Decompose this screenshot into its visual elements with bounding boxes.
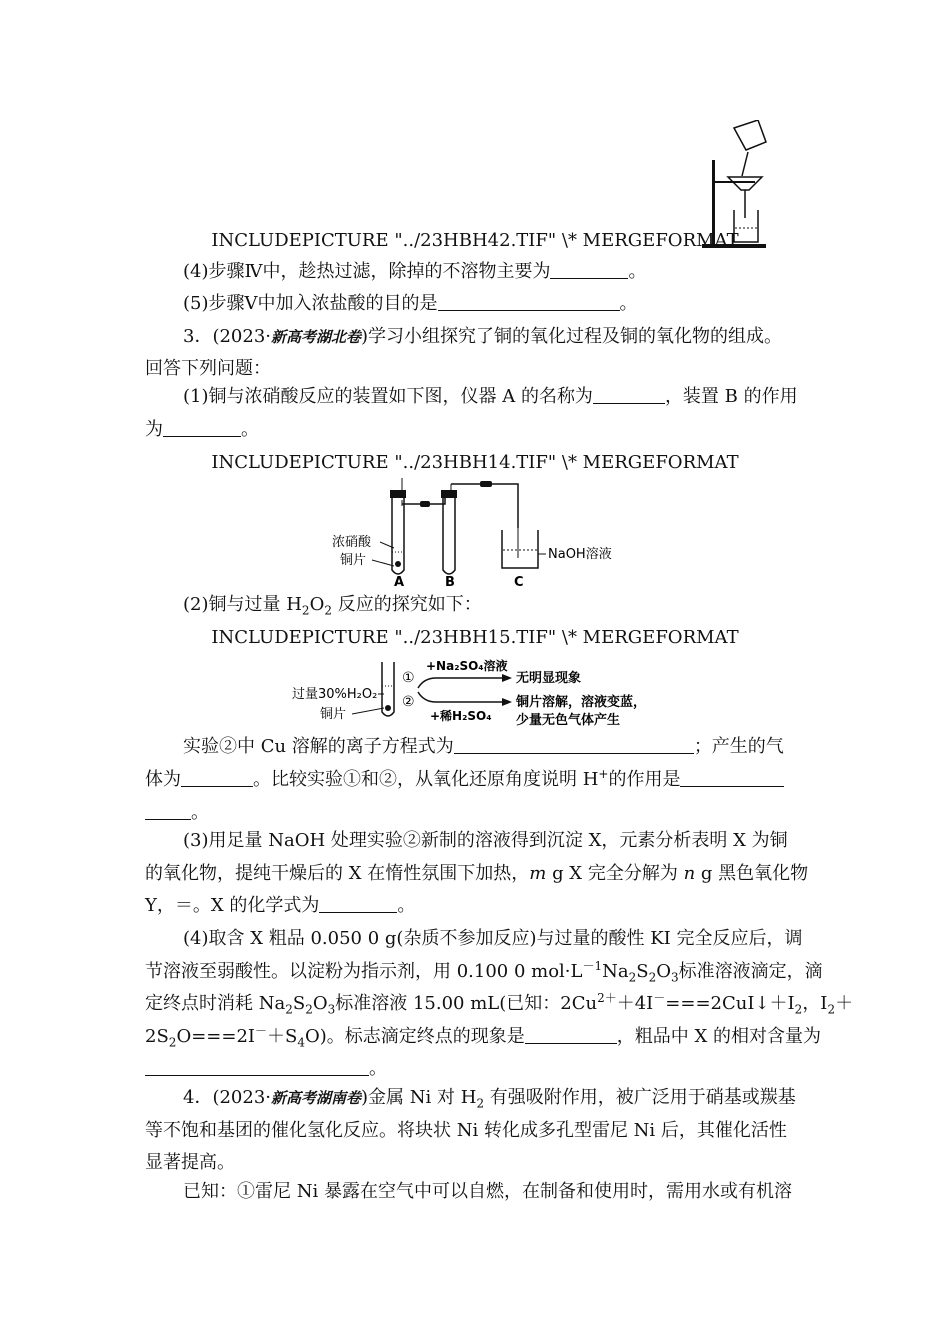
fig-top-include: INCLUDEPICTURE "../23HBH42.TIF" \* MERGEFORMAT	[211, 230, 739, 251]
fig2-result2b: 少量无色气体产生	[516, 713, 621, 728]
fig1-label-cu: 铜片	[340, 553, 367, 568]
q3-part1-line2: 为 。	[145, 419, 259, 440]
h2o2-experiment-figure	[290, 652, 670, 732]
q3-part3-line1: (3)用足量 NaOH 处理实验②新制的溶液得到沉淀 X，元素分析表明 X 为铜	[183, 830, 788, 851]
q3-part4-line3: 定终点时消耗 $Na_2S_2O_3$标准溶液 15.00 mL(已知：$2Cu^{2+}+4I^-===2CuI↓+I_2$，$I_2+$	[145, 991, 854, 1017]
q4-stem-line3: 显著提高。	[145, 1152, 235, 1173]
q4-known: 已知：①雷尼 Ni 暴露在空气中可以自燃，在制备和使用时，需用水或有机溶	[183, 1181, 792, 1202]
nitric-acid-apparatus-figure	[330, 478, 660, 593]
q4-stem: 4．(2023·新高考湖南卷)金属 Ni 对 $H_2$ 有强吸附作用，被广泛用于硝基或羰基	[183, 1087, 796, 1111]
answer-blank[interactable]	[525, 1025, 617, 1044]
fig1-label-c: C	[514, 575, 524, 590]
q3-exp-line2: 体为 。比较实验①和②，从氧化还原角度说明 H+的作用是	[145, 768, 810, 792]
answer-blank[interactable]	[438, 292, 620, 311]
fig2-result2a: 铜片溶解，溶液变蓝，	[516, 695, 647, 710]
q3-stem: 3．(2023·新高考湖北卷)学习小组探究了铜的氧化过程及铜的氧化物的组成。	[183, 326, 783, 347]
fig2-add1: +Na₂SO₄溶液	[426, 659, 508, 673]
fig2-result1: 无明显现象	[516, 671, 582, 686]
fig2-cu: 铜片	[320, 707, 347, 722]
fig2-add2: +稀H₂SO₄	[430, 709, 492, 723]
q3-part3-line2: 的氧化物，提纯干燥后的 X 在惰性氛围下加热，m g X 完全分解为 n g 黑色氧化物	[145, 863, 809, 884]
answer-blank[interactable]	[163, 418, 241, 437]
answer-blank[interactable]	[593, 385, 665, 404]
fig2-include: INCLUDEPICTURE "../23HBH15.TIF" \* MERGEFORMAT	[211, 627, 739, 648]
fig2-reagent: 过量30%H₂O₂	[292, 687, 378, 702]
q3-part1: (1)铜与浓硝酸反应的装置如下图，仪器 A 的名称为 ，装置 B 的作用	[183, 386, 798, 407]
fig2-circle1: ①	[402, 670, 415, 686]
q3-part4-line2: 节溶液至弱酸性。以淀粉为指示剂，用 0.100 0 $mol\cdot L^{-1}Na_2S_2O_3$标准溶液滴定，滴	[145, 959, 823, 985]
fig2-circle2: ②	[402, 694, 415, 710]
answer-blank[interactable]	[550, 260, 628, 279]
fig1-include: INCLUDEPICTURE "../23HBH14.TIF" \* MERGEFORMAT	[211, 452, 739, 473]
q3-part4-line1: (4)取含 X 粗品 0.050 0 g(杂质不参加反应)与过量的酸性 KI 完全反应后，调	[183, 928, 803, 949]
q3-exp-line3: 。	[145, 801, 810, 825]
fig1-label-b: B	[445, 575, 455, 590]
fig1-label-acid: 浓硝酸	[332, 535, 372, 550]
answer-blank[interactable]	[319, 894, 397, 913]
q4-stem-line2: 等不饱和基团的催化氢化反应。将块状 Ni 转化成多孔型雷尼 Ni 后，其催化活性	[145, 1120, 787, 1141]
q3-exp-line1: 实验②中 Cu 溶解的离子方程式为 ；产生的气	[183, 736, 784, 757]
fig1-label-a: A	[394, 575, 405, 590]
answer-blank[interactable]	[145, 1057, 369, 1076]
q3-stem-line2: 回答下列问题：	[145, 358, 271, 379]
q3-part2: (2)铜与过量 $H_2O_2$ 反应的探究如下：	[183, 594, 482, 618]
answer-blank[interactable]	[181, 768, 253, 787]
q2-part4: (4)步骤Ⅳ中，趁热过滤，除掉的不溶物主要为 。	[183, 261, 647, 282]
answer-blank[interactable]	[454, 735, 694, 754]
fig1-label-naoh: NaOH溶液	[548, 547, 612, 562]
q2-part5: (5)步骤Ⅴ中加入浓盐酸的目的是 。	[183, 293, 638, 314]
q3-part4-line4: $2S_2O===2I^-+S_4O$)。标志滴定终点的现象是 ，粗品中 X 的相对含量为	[145, 1024, 822, 1050]
answer-blank[interactable]	[145, 801, 191, 820]
answer-blank[interactable]	[680, 768, 784, 787]
q3-part4-line5: 。	[145, 1057, 810, 1081]
q3-part3-line3: Y，＝。X 的化学式为 。	[145, 895, 416, 916]
